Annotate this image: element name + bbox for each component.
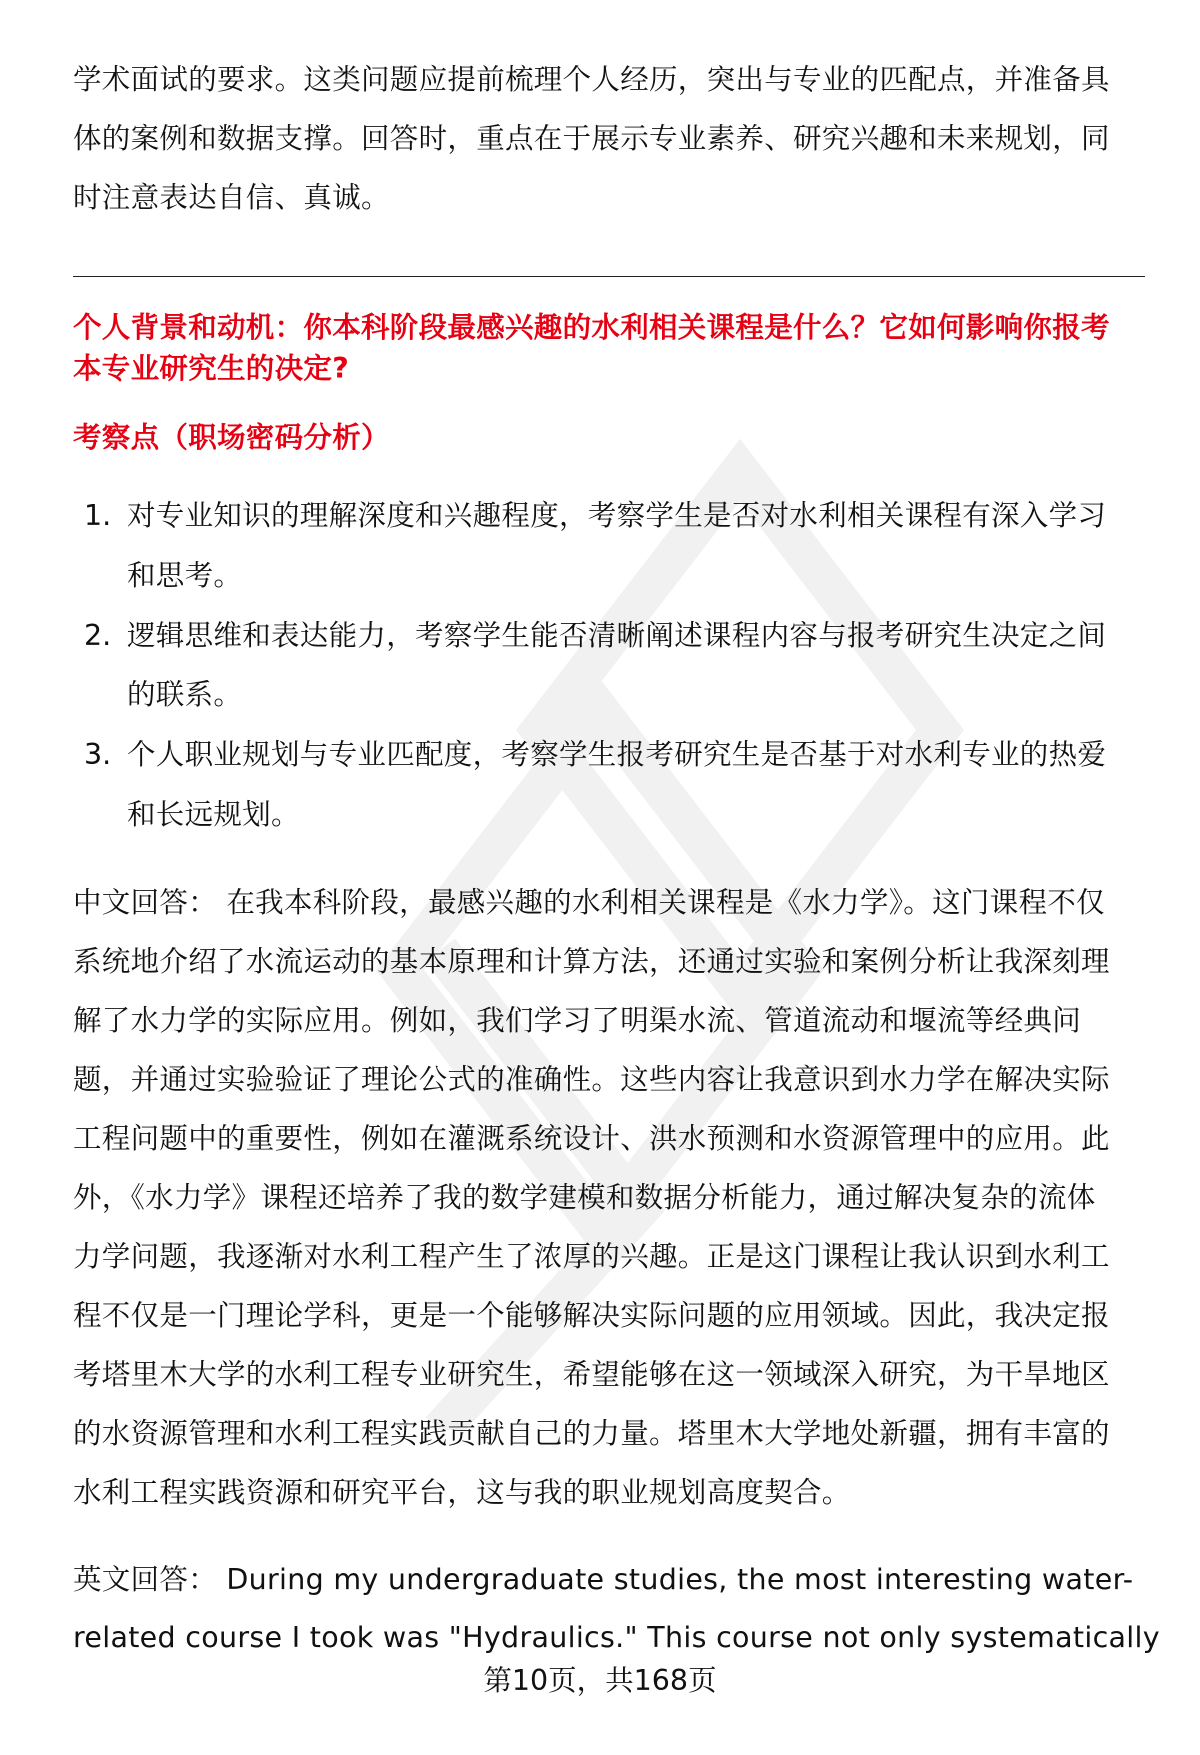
- list-item-line: 的联系。: [127, 678, 243, 712]
- question-line: 个人背景和动机：你本科阶段最感兴趣的水利相关课程是什么？它如何影响你报考: [73, 311, 1110, 344]
- text-line: 力学问题，我逐渐对水利工程产生了浓厚的兴趣。正是这门课程让我认识到水利工: [73, 1240, 1110, 1273]
- text-line: 解了水力学的实际应用。例如，我们学习了明渠水流、管道流动和堰流等经典问: [73, 1004, 1082, 1037]
- text-line: 水利工程实践资源和研究平台，这与我的职业规划高度契合。: [73, 1476, 851, 1509]
- section-divider: [73, 276, 1145, 277]
- question-line: 本专业研究生的决定?: [73, 352, 350, 385]
- list-item-line: 和思考。: [127, 558, 243, 592]
- text-line: 工程问题中的重要性，例如在灌溉系统设计、洪水预测和水资源管理中的应用。此: [73, 1122, 1110, 1155]
- text-line: 体的案例和数据支撑。回答时，重点在于展示专业素养、研究兴趣和未来规划，同: [73, 122, 1110, 155]
- text-line: 外，《水力学》课程还培养了我的数学建模和数据分析能力，通过解决复杂的流体: [73, 1181, 1096, 1214]
- text-line: 学术面试的要求。这类问题应提前梳理个人经历，突出与专业的匹配点，并准备具: [73, 63, 1110, 96]
- list-number: 2.: [84, 618, 112, 652]
- text-line: related course I took was "Hydraulics." This course not only systematically: [73, 1621, 1160, 1654]
- text-line: 中文回答： 在我本科阶段，最感兴趣的水利相关课程是《水力学》。这门课程不仅: [73, 886, 1105, 919]
- text-line: 程不仅是一门理论学科，更是一个能够解决实际问题的应用领域。因此，我决定报: [73, 1299, 1110, 1332]
- assessment-heading: 考察点（职场密码分析）: [73, 421, 390, 454]
- list-item-line: 逻辑思维和表达能力，考察学生能否清晰阐述课程内容与报考研究生决定之间: [127, 618, 1107, 652]
- page-footer: 第10页，共168页: [483, 1664, 717, 1697]
- list-item-line: 和长远规划。: [127, 798, 300, 831]
- text-line: 考塔里木大学的水利工程专业研究生，希望能够在这一领域深入研究，为干旱地区: [73, 1358, 1110, 1391]
- text-line: 的水资源管理和水利工程实践贡献自己的力量。塔里木大学地处新疆，拥有丰富的: [73, 1417, 1110, 1450]
- watermark-logo: [180, 430, 1080, 1430]
- text-line: 英文回答： During my undergraduate studies, the most interesting water-: [73, 1563, 1134, 1596]
- list-number: 1.: [84, 499, 112, 532]
- text-line: 系统地介绍了水流运动的基本原理和计算方法，还通过实验和案例分析让我深刻理: [73, 945, 1110, 978]
- text-line: 时注意表达自信、真诚。: [73, 181, 390, 214]
- list-number: 3.: [84, 738, 112, 772]
- list-item-line: 个人职业规划与专业匹配度，考察学生报考研究生是否基于对水利专业的热爱: [127, 738, 1107, 772]
- text-line: 题，并通过实验验证了理论公式的准确性。这些内容让我意识到水力学在解决实际: [73, 1063, 1110, 1096]
- list-item-line: 对专业知识的理解深度和兴趣程度，考察学生是否对水利相关课程有深入学习: [127, 499, 1107, 532]
